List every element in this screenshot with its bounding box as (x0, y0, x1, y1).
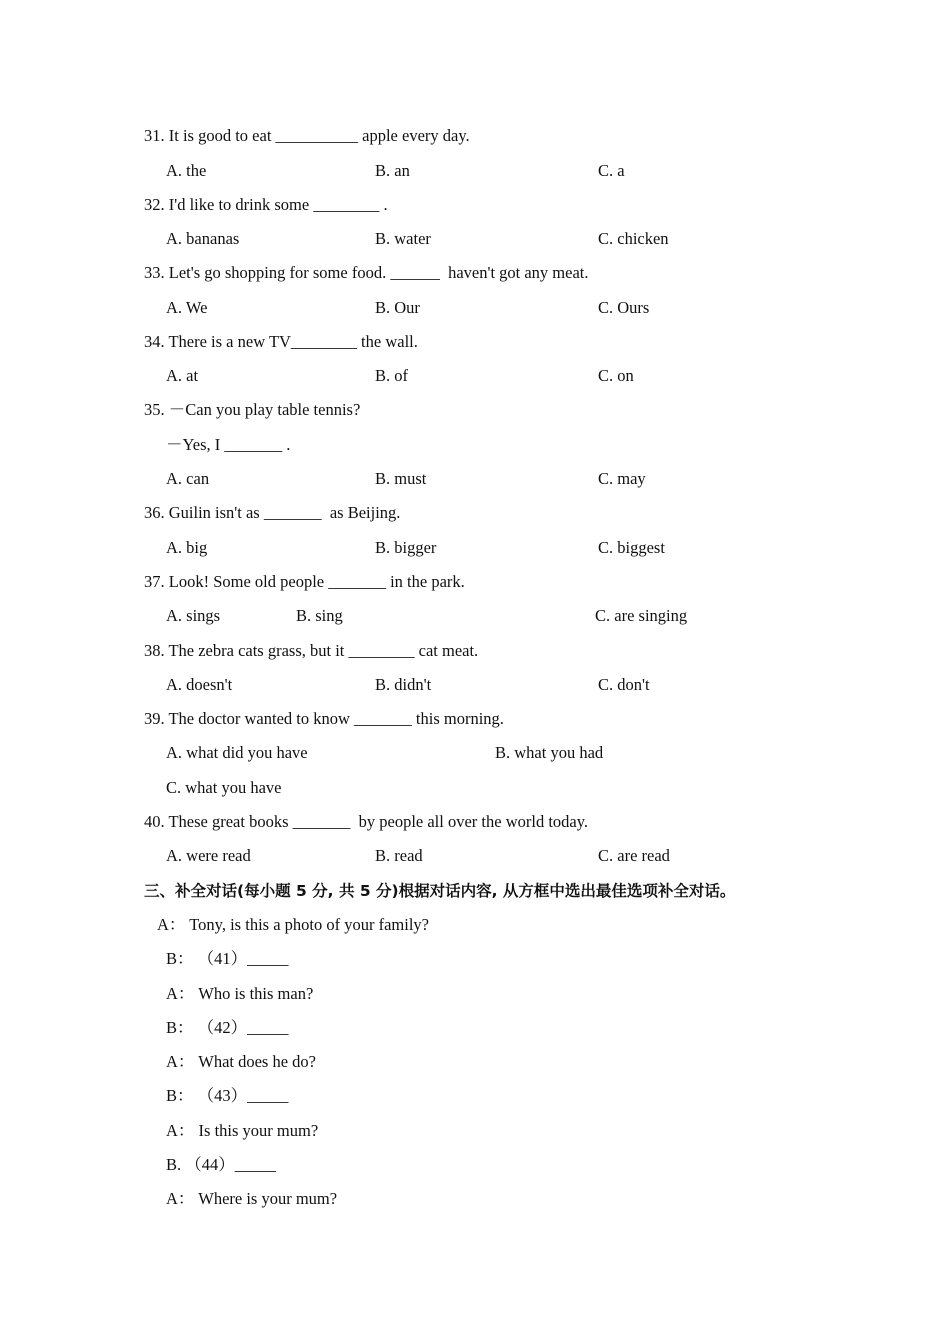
question-32-option-b: B. water (375, 229, 431, 248)
question-40-option-b: B. read (375, 846, 423, 865)
question-31-stem: 31. It is good to eat __________ apple every day. (144, 126, 470, 145)
question-36-option-a: A. big (166, 538, 208, 557)
dialogue-line: B： （42）_____ (166, 1018, 289, 1037)
dialogue-line: A： What does he do? (166, 1052, 316, 1071)
dialogue-line: B： （41）_____ (166, 949, 289, 968)
question-31-option-c: C. a (598, 161, 625, 180)
question-36-option-c: C. biggest (598, 538, 665, 557)
question-33-option-a: A. We (166, 298, 208, 317)
question-34-stem: 34. There is a new TV________ the wall. (144, 332, 418, 351)
question-39-option-b: B. what you had (495, 743, 604, 762)
question-37-stem: 37. Look! Some old people _______ in the park. (144, 572, 465, 591)
question-34-option-a: A. at (166, 366, 199, 385)
dialogue-line: B. （44）_____ (166, 1155, 277, 1174)
question-35-option-a: A. can (166, 469, 210, 488)
question-38-option-a: A. doesn't (166, 675, 233, 694)
question-40-option-a: A. were read (166, 846, 251, 865)
question-31-option-a: A. the (166, 161, 207, 180)
section-3-heading: 三、补全对话(每小题 5 分, 共 5 分)根据对话内容, 从方框中选出最佳选项补全对话。 (144, 882, 736, 900)
question-31-option-b: B. an (375, 161, 410, 180)
question-37-option-c: C. are singing (595, 606, 688, 625)
question-34-option-c: C. on (598, 366, 634, 385)
question-37-option-a: A. sings (166, 606, 221, 625)
dialogue-line: A： Tony, is this a photo of your family? (157, 915, 429, 934)
question-33-option-c: C. Ours (598, 298, 650, 317)
question-36-option-b: B. bigger (375, 538, 437, 557)
question-38-option-c: C. don't (598, 675, 650, 694)
question-35-response: －Yes, I _______ . (166, 435, 291, 454)
question-40-stem: 40. These great books _______ by people all over the world today. (144, 812, 589, 831)
question-39-option-a: A. what did you have (166, 743, 308, 762)
question-32-option-c: C. chicken (598, 229, 669, 248)
question-37-option-b: B. sing (296, 606, 343, 625)
dialogue-line: A： Who is this man? (166, 984, 314, 1003)
dialogue-line: A： Where is your mum? (166, 1189, 338, 1208)
question-38-option-b: B. didn't (375, 675, 432, 694)
question-36-stem: 36. Guilin isn't as _______ as Beijing. (144, 503, 401, 522)
question-40-option-c: C. are read (598, 846, 670, 865)
question-35-option-c: C. may (598, 469, 646, 488)
question-32-stem: 32. I'd like to drink some ________ . (144, 195, 388, 214)
dialogue-line: B： （43）_____ (166, 1086, 289, 1105)
question-33-stem: 33. Let's go shopping for some food. ______ haven't got any meat. (144, 263, 589, 282)
question-39-option-c: C. what you have (166, 778, 282, 797)
question-32-option-a: A. bananas (166, 229, 240, 248)
question-34-option-b: B. of (375, 366, 408, 385)
question-35-option-b: B. must (375, 469, 427, 488)
question-39-stem: 39. The doctor wanted to know _______ this morning. (144, 709, 504, 728)
question-35-stem: 35. －Can you play table tennis? (144, 400, 361, 419)
question-33-option-b: B. Our (375, 298, 420, 317)
question-38-stem: 38. The zebra cats grass, but it ________ cat meat. (144, 641, 479, 660)
dialogue-line: A： Is this your mum? (166, 1121, 319, 1140)
